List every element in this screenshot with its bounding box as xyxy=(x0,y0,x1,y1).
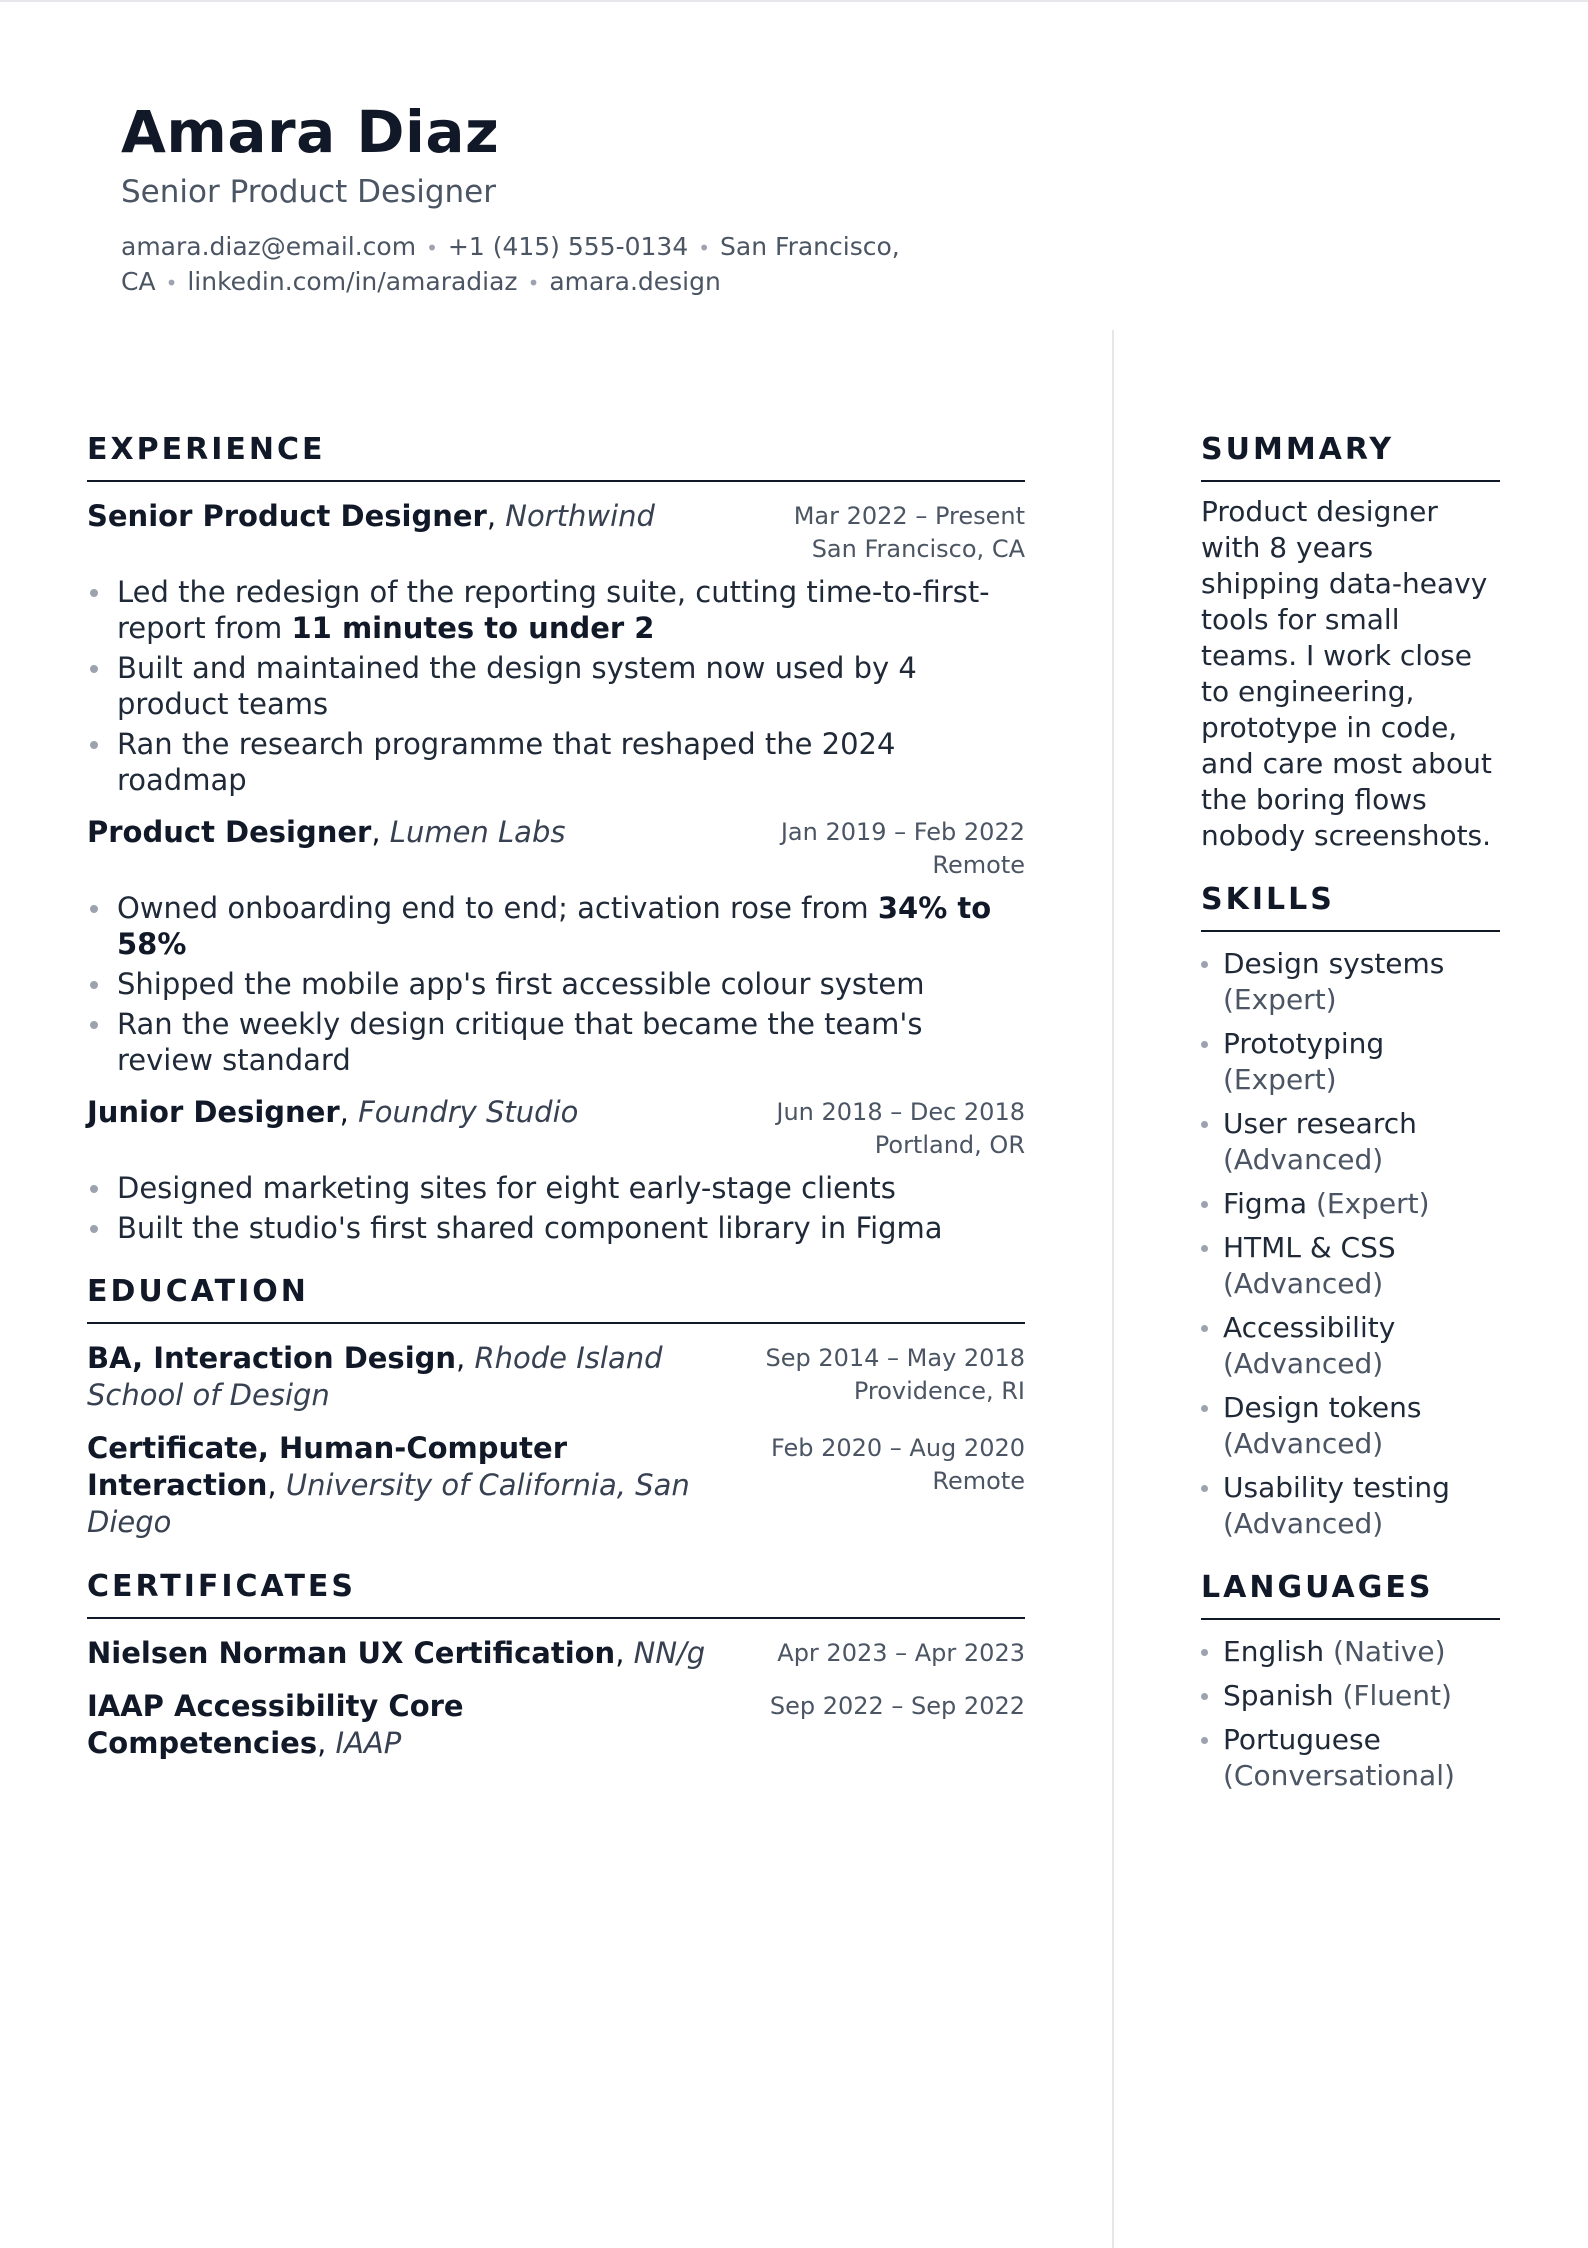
achievement-text: Built and maintained the design system now used by 4 product teams xyxy=(117,651,917,721)
certificates-entry xyxy=(87,1635,1025,1672)
entry-role: Senior Product Designer xyxy=(87,499,487,533)
experience-entry xyxy=(87,814,1025,1078)
entry-dates: Mar 2022 – Present xyxy=(793,502,1025,530)
language-item-name: Spanish xyxy=(1223,1679,1334,1712)
entry-organization: Foundry Studio xyxy=(358,1095,579,1129)
contact-separator: • xyxy=(698,236,711,260)
contact-email[interactable]: amara.diaz@email.com xyxy=(121,232,417,261)
skill-item-name: HTML & CSS xyxy=(1223,1231,1396,1264)
entry-meta xyxy=(781,814,1025,882)
summary-section xyxy=(1201,432,1500,854)
entry-dates: Feb 2020 – Aug 2020 xyxy=(770,1434,1025,1462)
skill-item xyxy=(1201,1026,1500,1098)
skill-item-name: Figma xyxy=(1223,1187,1308,1220)
entry-organization: University of California, San Diego xyxy=(87,1468,690,1539)
contact-separator: • xyxy=(527,271,540,295)
entry-dates: Jun 2018 – Dec 2018 xyxy=(776,1098,1025,1126)
achievement-text: Designed marketing sites for eight early-stage clients xyxy=(117,1171,896,1205)
entry-meta xyxy=(777,1635,1025,1670)
entry-title xyxy=(87,1688,707,1762)
skill-item xyxy=(1201,1470,1500,1542)
skill-item-name: Design tokens xyxy=(1223,1391,1422,1424)
certificates-section xyxy=(87,1569,1025,1762)
contact-line xyxy=(121,230,921,300)
entry-role: Junior Designer xyxy=(87,1095,340,1129)
education-entry xyxy=(87,1340,1025,1414)
skill-item-level: (Expert) xyxy=(1315,1187,1430,1220)
skills-list xyxy=(1201,946,1500,1542)
entry-dates: Sep 2014 – May 2018 xyxy=(765,1344,1025,1372)
experience-list xyxy=(87,498,1025,1246)
achievement-item xyxy=(87,1170,1025,1206)
space xyxy=(1307,1187,1316,1220)
section-title-certificates: CERTIFICATES xyxy=(87,1569,1025,1619)
section-title-summary: SUMMARY xyxy=(1201,432,1500,482)
achievement-text: Built the studio's first shared component library in Figma xyxy=(117,1211,943,1245)
entry-dates: Apr 2023 – Apr 2023 xyxy=(777,1639,1025,1667)
skill-item xyxy=(1201,1186,1500,1222)
entry-title xyxy=(87,1094,707,1131)
entry-location: Remote xyxy=(932,1467,1025,1495)
top-border xyxy=(0,0,1588,2)
entry-meta xyxy=(770,1688,1025,1723)
language-item xyxy=(1201,1634,1500,1670)
entry-comma: , xyxy=(339,1095,359,1129)
skill-item-level: (Advanced) xyxy=(1223,1143,1384,1176)
achievement-item xyxy=(87,966,1025,1002)
entry-location: Providence, RI xyxy=(853,1377,1025,1405)
entry-title xyxy=(87,1340,707,1414)
entry-comma: , xyxy=(267,1468,286,1502)
achievement-list xyxy=(87,890,1025,1078)
section-title-education: EDUCATION xyxy=(87,1274,1025,1324)
entry-meta xyxy=(771,1430,1025,1498)
skill-item xyxy=(1201,946,1500,1018)
main-column xyxy=(87,432,1025,1762)
entry-organization: Rhode Island School of Design xyxy=(87,1341,663,1412)
entry-role: Product Designer xyxy=(87,815,372,849)
entry-role: IAAP Accessibility Core Competencies xyxy=(87,1689,464,1760)
achievement-text: Ran the research programme that reshaped the 2024 roadmap xyxy=(117,727,896,797)
resume-header xyxy=(121,96,981,300)
entry-role: Nielsen Norman UX Certification xyxy=(87,1636,616,1670)
skill-item-name: Design systems xyxy=(1223,947,1445,980)
entry-header xyxy=(87,498,1025,566)
skill-item xyxy=(1201,1390,1500,1462)
languages-section xyxy=(1201,1570,1500,1794)
skill-item-name: Prototyping xyxy=(1223,1027,1385,1060)
achievement-text: Owned onboarding end to end; activation rose from xyxy=(117,891,878,925)
entry-title xyxy=(87,1635,707,1672)
experience-section xyxy=(87,432,1025,1246)
candidate-name: Amara Diaz xyxy=(121,98,500,166)
language-item-level: (Fluent) xyxy=(1342,1679,1452,1712)
entry-title xyxy=(87,498,707,535)
entry-organization: IAAP xyxy=(335,1726,402,1760)
skill-item-name: User research xyxy=(1223,1107,1417,1140)
entry-header xyxy=(87,814,1025,882)
skill-item-level: (Advanced) xyxy=(1223,1347,1384,1380)
achievement-list xyxy=(87,1170,1025,1246)
entry-comma: , xyxy=(456,1341,475,1375)
entry-dates: Sep 2022 – Sep 2022 xyxy=(769,1692,1025,1720)
entry-location: Portland, OR xyxy=(874,1131,1025,1159)
entry-comma: , xyxy=(615,1636,634,1670)
experience-entry xyxy=(87,1094,1025,1246)
achievement-list xyxy=(87,574,1025,798)
achievement-item xyxy=(87,1210,1025,1246)
side-column xyxy=(1201,432,1500,1802)
contact-website[interactable]: amara.design xyxy=(549,267,721,296)
skill-item-name: Usability testing xyxy=(1223,1471,1450,1504)
entry-dates: Jan 2019 – Feb 2022 xyxy=(780,818,1025,846)
section-title-skills: SKILLS xyxy=(1201,882,1500,932)
entry-comma: , xyxy=(486,499,506,533)
entry-role: BA, Interaction Design xyxy=(87,1341,457,1375)
contact-location: San Francisco, CA xyxy=(121,232,900,296)
entry-header xyxy=(87,1635,1025,1672)
skill-item xyxy=(1201,1310,1500,1382)
entry-organization: Lumen Labs xyxy=(389,815,566,849)
skill-item-level: (Advanced) xyxy=(1223,1267,1384,1300)
language-item xyxy=(1201,1722,1500,1794)
section-title-experience: EXPERIENCE xyxy=(87,432,1025,482)
achievement-text: Shipped the mobile app's first accessible colour system xyxy=(117,967,925,1001)
skill-item xyxy=(1201,1230,1500,1302)
language-item-name: Portuguese xyxy=(1223,1723,1381,1756)
entry-meta xyxy=(794,498,1025,566)
certificates-list xyxy=(87,1635,1025,1762)
entry-organization: NN/g xyxy=(633,1636,706,1670)
contact-separator: • xyxy=(426,236,438,260)
language-item-level: (Native) xyxy=(1333,1635,1446,1668)
skill-item-level: (Expert) xyxy=(1223,1063,1337,1096)
language-item-level: (Conversational) xyxy=(1223,1759,1455,1792)
education-section xyxy=(87,1274,1025,1541)
contact-separator: • xyxy=(165,271,178,295)
section-title-languages: LANGUAGES xyxy=(1201,1570,1500,1620)
skill-item-level: (Expert) xyxy=(1223,983,1337,1016)
achievement-item xyxy=(87,890,1025,962)
entry-meta xyxy=(765,1340,1025,1408)
language-item-name: English xyxy=(1223,1635,1325,1668)
experience-entry xyxy=(87,498,1025,798)
achievement-highlight: 34% to 58% xyxy=(117,891,992,961)
entry-comma: , xyxy=(317,1726,336,1760)
achievement-item xyxy=(87,650,1025,722)
summary-text: Product designer with 8 years shipping data-heavy tools for small teams. I work close to engineering, prototype in code, and care most about the boring flows nobody screenshots. xyxy=(1201,495,1492,852)
space xyxy=(1324,1635,1333,1668)
entry-role: Certificate, Human-Computer Interaction xyxy=(87,1431,568,1502)
candidate-role: Senior Product Designer xyxy=(121,174,496,210)
entry-title xyxy=(87,814,707,851)
skill-item-level: (Advanced) xyxy=(1223,1427,1384,1460)
education-entry xyxy=(87,1430,1025,1541)
entry-header xyxy=(87,1688,1025,1762)
entry-header xyxy=(87,1094,1025,1162)
achievement-text: Led the redesign of the reporting suite, cutting time-to-first-report from xyxy=(117,575,990,645)
skill-item xyxy=(1201,1106,1500,1178)
contact-linkedin[interactable]: linkedin.com/in/amaradiaz xyxy=(187,267,518,296)
entry-organization: Northwind xyxy=(505,499,655,533)
entry-comma: , xyxy=(371,815,390,849)
contact-phone[interactable]: +1 (415) 555-0134 xyxy=(447,232,689,261)
achievement-item xyxy=(87,574,1025,646)
entry-meta xyxy=(776,1094,1025,1162)
education-list xyxy=(87,1340,1025,1541)
skill-item-name: Accessibility xyxy=(1223,1311,1396,1344)
entry-location: San Francisco, CA xyxy=(811,535,1025,563)
column-divider xyxy=(1112,330,1114,2248)
certificates-entry xyxy=(87,1688,1025,1762)
achievement-item xyxy=(87,1006,1025,1078)
language-item xyxy=(1201,1678,1500,1714)
achievement-highlight: 11 minutes to under 2 xyxy=(291,611,655,645)
entry-header xyxy=(87,1340,1025,1414)
achievement-item xyxy=(87,726,1025,798)
languages-list xyxy=(1201,1634,1500,1794)
skills-section xyxy=(1201,882,1500,1542)
entry-title xyxy=(87,1430,707,1541)
skill-item-level: (Advanced) xyxy=(1223,1507,1384,1540)
achievement-text: Ran the weekly design critique that became the team's review standard xyxy=(117,1007,923,1077)
entry-header xyxy=(87,1430,1025,1541)
entry-location: Remote xyxy=(932,851,1025,879)
